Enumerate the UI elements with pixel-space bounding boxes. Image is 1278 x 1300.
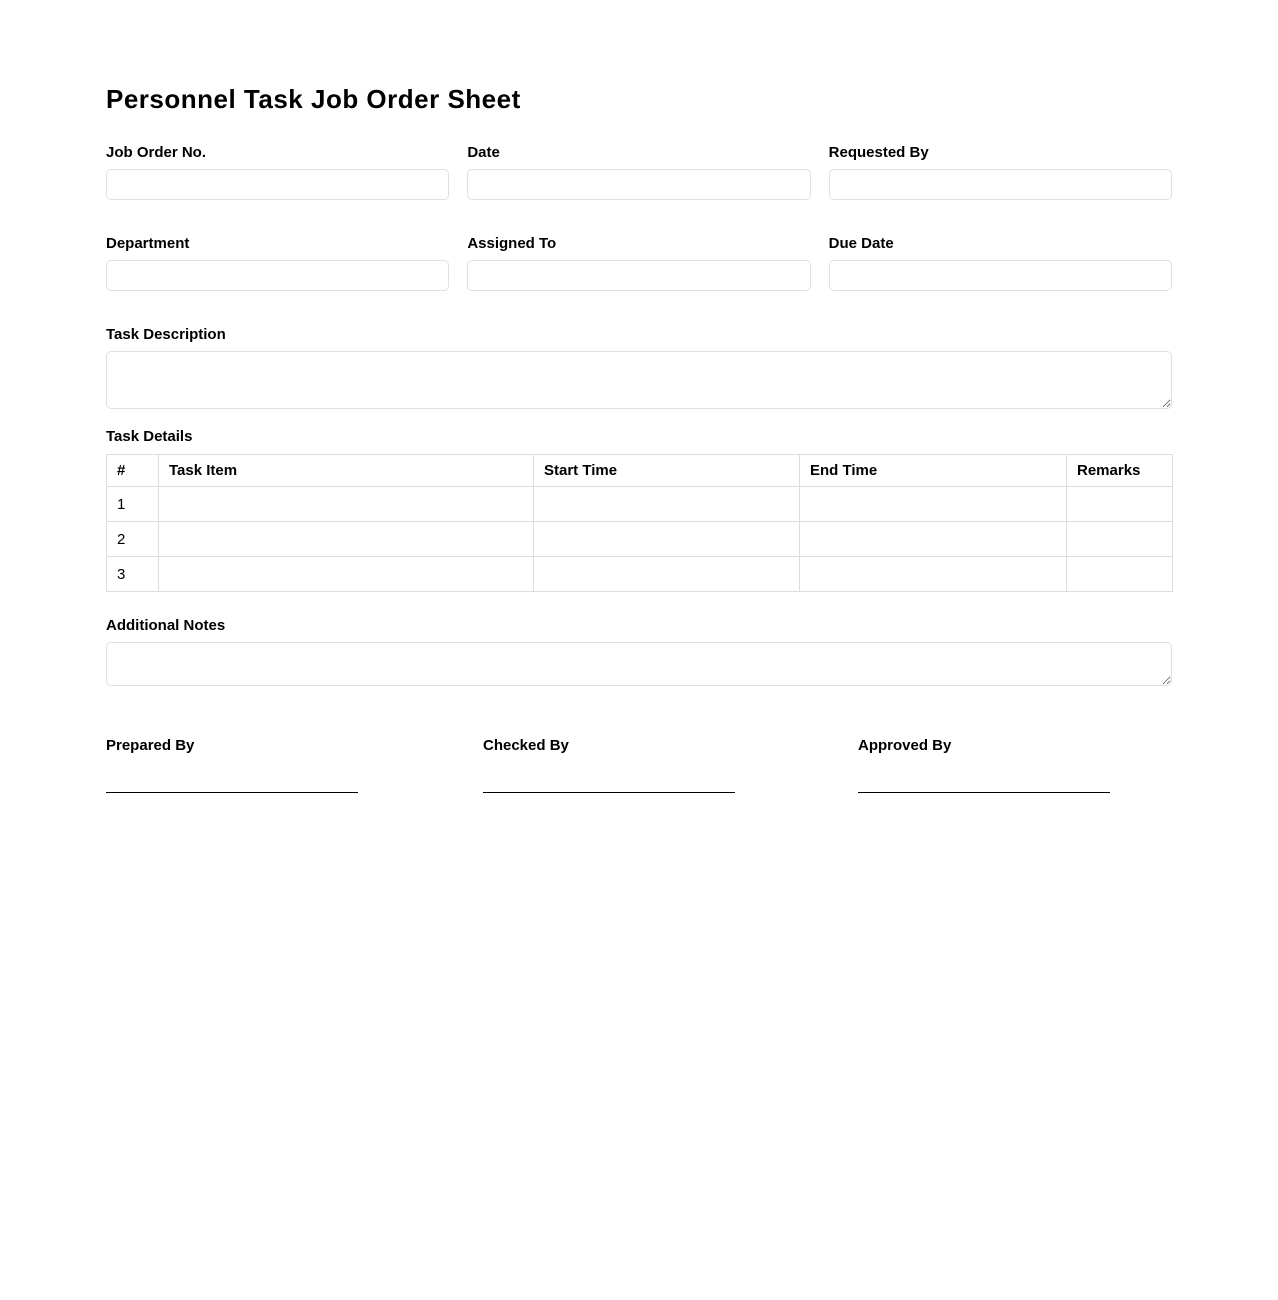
row-number-cell: 2 <box>107 522 159 557</box>
field-department <box>106 236 449 291</box>
checked-by-label: Checked By <box>483 737 569 754</box>
column-header-number: # <box>107 455 159 487</box>
remarks-cell <box>1067 522 1173 557</box>
additional-notes-textarea[interactable] <box>106 642 1172 686</box>
department-label: Department <box>106 235 190 252</box>
department-input[interactable] <box>106 260 449 291</box>
task-item-cell <box>159 487 534 522</box>
end-time-cell <box>800 487 1067 522</box>
column-header-end-time: End Time <box>800 455 1067 487</box>
task-details-section <box>106 429 1172 592</box>
signature-block-prepared-by <box>106 738 483 793</box>
requested-by-input[interactable] <box>829 169 1172 200</box>
field-due-date <box>829 236 1172 291</box>
checked-by-signature-line <box>483 792 735 793</box>
task-description-textarea[interactable] <box>106 351 1172 409</box>
task-description-label: Task Description <box>106 326 226 343</box>
date-label: Date <box>467 144 500 161</box>
page-title: Personnel Task Job Order Sheet <box>106 84 521 114</box>
column-header-task-item: Task Item <box>159 455 534 487</box>
field-assigned-to <box>467 236 810 291</box>
additional-notes-label: Additional Notes <box>106 617 226 634</box>
remarks-cell <box>1067 487 1173 522</box>
table-row <box>107 487 1173 522</box>
end-time-cell <box>800 522 1067 557</box>
task-item-cell <box>159 557 534 592</box>
column-header-remarks: Remarks <box>1067 455 1173 487</box>
field-job-order-no <box>106 145 449 200</box>
due-date-input[interactable] <box>829 260 1172 291</box>
form-fields-grid <box>106 145 1172 291</box>
job-order-no-input[interactable] <box>106 169 449 200</box>
approved-by-signature-line <box>858 792 1110 793</box>
prepared-by-signature-line <box>106 792 358 793</box>
date-input[interactable] <box>467 169 810 200</box>
remarks-cell <box>1067 557 1173 592</box>
job-order-sheet-page <box>106 0 1172 793</box>
task-description-section <box>106 327 1172 409</box>
field-date <box>467 145 810 200</box>
start-time-cell <box>534 557 800 592</box>
additional-notes-section <box>106 618 1172 686</box>
assigned-to-label: Assigned To <box>467 235 557 252</box>
signature-block-approved-by <box>858 738 1172 793</box>
row-number-cell: 1 <box>107 487 159 522</box>
table-header-row <box>107 455 1173 487</box>
signatures-section <box>106 738 1172 793</box>
row-number-cell: 3 <box>107 557 159 592</box>
start-time-cell <box>534 487 800 522</box>
approved-by-label: Approved By <box>858 737 952 754</box>
job-order-no-label: Job Order No. <box>106 144 207 161</box>
requested-by-label: Requested By <box>828 144 929 161</box>
task-details-table <box>106 454 1173 592</box>
table-row <box>107 557 1173 592</box>
due-date-label: Due Date <box>828 235 894 252</box>
assigned-to-input[interactable] <box>467 260 810 291</box>
field-requested-by <box>829 145 1172 200</box>
signature-block-checked-by <box>483 738 858 793</box>
table-row <box>107 522 1173 557</box>
task-details-label: Task Details <box>106 428 193 445</box>
end-time-cell <box>800 557 1067 592</box>
column-header-start-time: Start Time <box>534 455 800 487</box>
prepared-by-label: Prepared By <box>106 737 195 754</box>
start-time-cell <box>534 522 800 557</box>
task-item-cell <box>159 522 534 557</box>
